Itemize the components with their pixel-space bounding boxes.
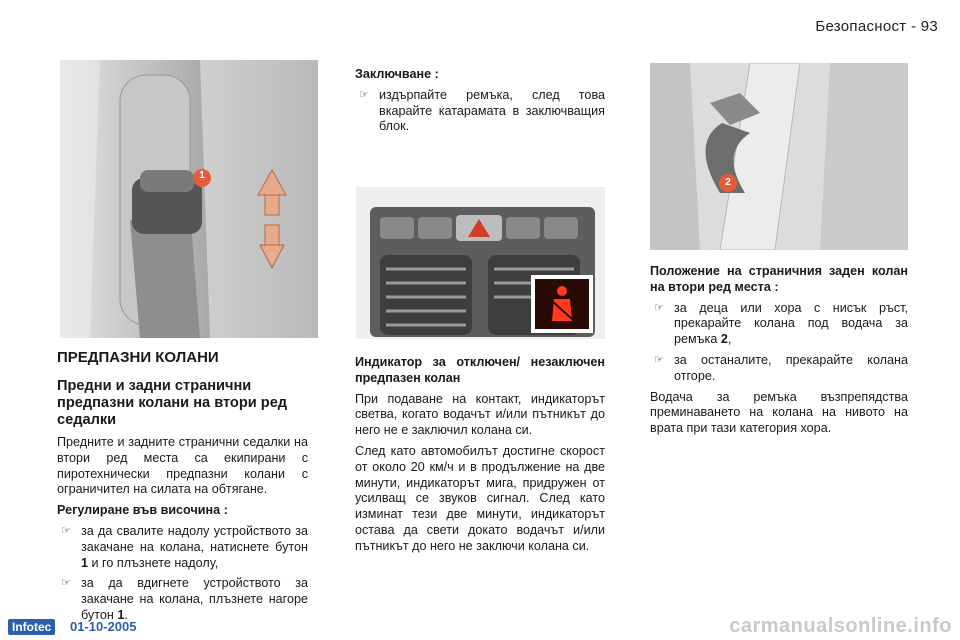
pointing-hand-icon: ☞ xyxy=(61,524,71,537)
height-down-bullet: ☞ за да свалите надолу устройството за закачане на колана, натиснете бутон 1 и го плъзнете надолу, xyxy=(61,523,308,570)
pointing-hand-icon: ☞ xyxy=(61,577,71,590)
infotec-logo: Infotec xyxy=(8,619,55,635)
footer-date: 01-10-2005 xyxy=(70,619,137,634)
indicator-paragraph-1: При подаване на контакт, индикаторът светва, когато водачът и/или пътникът до него не е заключил колана си. xyxy=(355,391,605,438)
page-header: Безопасност - 93 xyxy=(815,18,938,35)
rear-belt-guide-illustration xyxy=(650,63,908,250)
dashboard-belt-indicator-illustration xyxy=(356,187,605,339)
pointing-hand-icon: ☞ xyxy=(654,353,664,366)
callout-1-label: 1 xyxy=(199,170,205,181)
intro-paragraph: Предните и задните странични седалки на втори ред места са екипирани с пиротехнически предпазни колани с ограничител на силата на обтягане. xyxy=(57,435,308,497)
guide-paragraph: Водача за ремъка възпрепядства преминаването на колана на нивото на врата при тази категория хора. xyxy=(650,389,908,436)
indicator-title: Индикатор за отключен/ незаключен предпазен колан xyxy=(355,355,605,385)
children-bullet: ☞ за деца или хора с нисък ръст, прекарайте колана под водача за ремъка 2, xyxy=(654,300,908,347)
section-title: ПРЕДПАЗНИ КОЛАНИ xyxy=(57,349,219,366)
subsection-title: Предни и задни странични предпазни колани на втори ред седалки xyxy=(57,378,288,428)
callout-2-label: 2 xyxy=(725,177,731,188)
others-bullet: ☞ за останалите, прекарайте колана отгоре. xyxy=(654,352,908,383)
left-column xyxy=(57,378,308,624)
locking-bullet: ☞ издърпайте ремъка, след това вкарайте катарамата в заключващия блок. xyxy=(359,87,605,134)
height-adjust-title: Регулиране във височина : xyxy=(57,503,228,518)
indicator-section xyxy=(355,355,605,555)
locking-title: Заключване : xyxy=(355,67,439,81)
pointing-hand-icon: ☞ xyxy=(654,301,664,314)
locking-section xyxy=(355,67,605,135)
page-footer xyxy=(0,614,960,640)
watermark: carmanualsonline.info xyxy=(729,615,952,637)
right-column xyxy=(650,264,908,437)
belt-position-title: Положение на страничния заден колан на втори ред места : xyxy=(650,264,908,294)
height-up-bullet: ☞ за да вдигнете устройството за закачане на колана, плъзнете нагоре бутон 1. xyxy=(61,576,308,622)
belt-height-adjuster-illustration xyxy=(60,60,318,338)
pointing-hand-icon: ☞ xyxy=(359,88,369,101)
indicator-paragraph-2: След като автомобилът достигне скорост от около 20 км/ч и в продължение на две минути, индикаторът мига, придружен от усилващ се звуков сигнал. След като изминат тези две минути, индикаторът остава да свети докато водачът и/или пътникът до него не заключи колана си. xyxy=(355,443,605,553)
